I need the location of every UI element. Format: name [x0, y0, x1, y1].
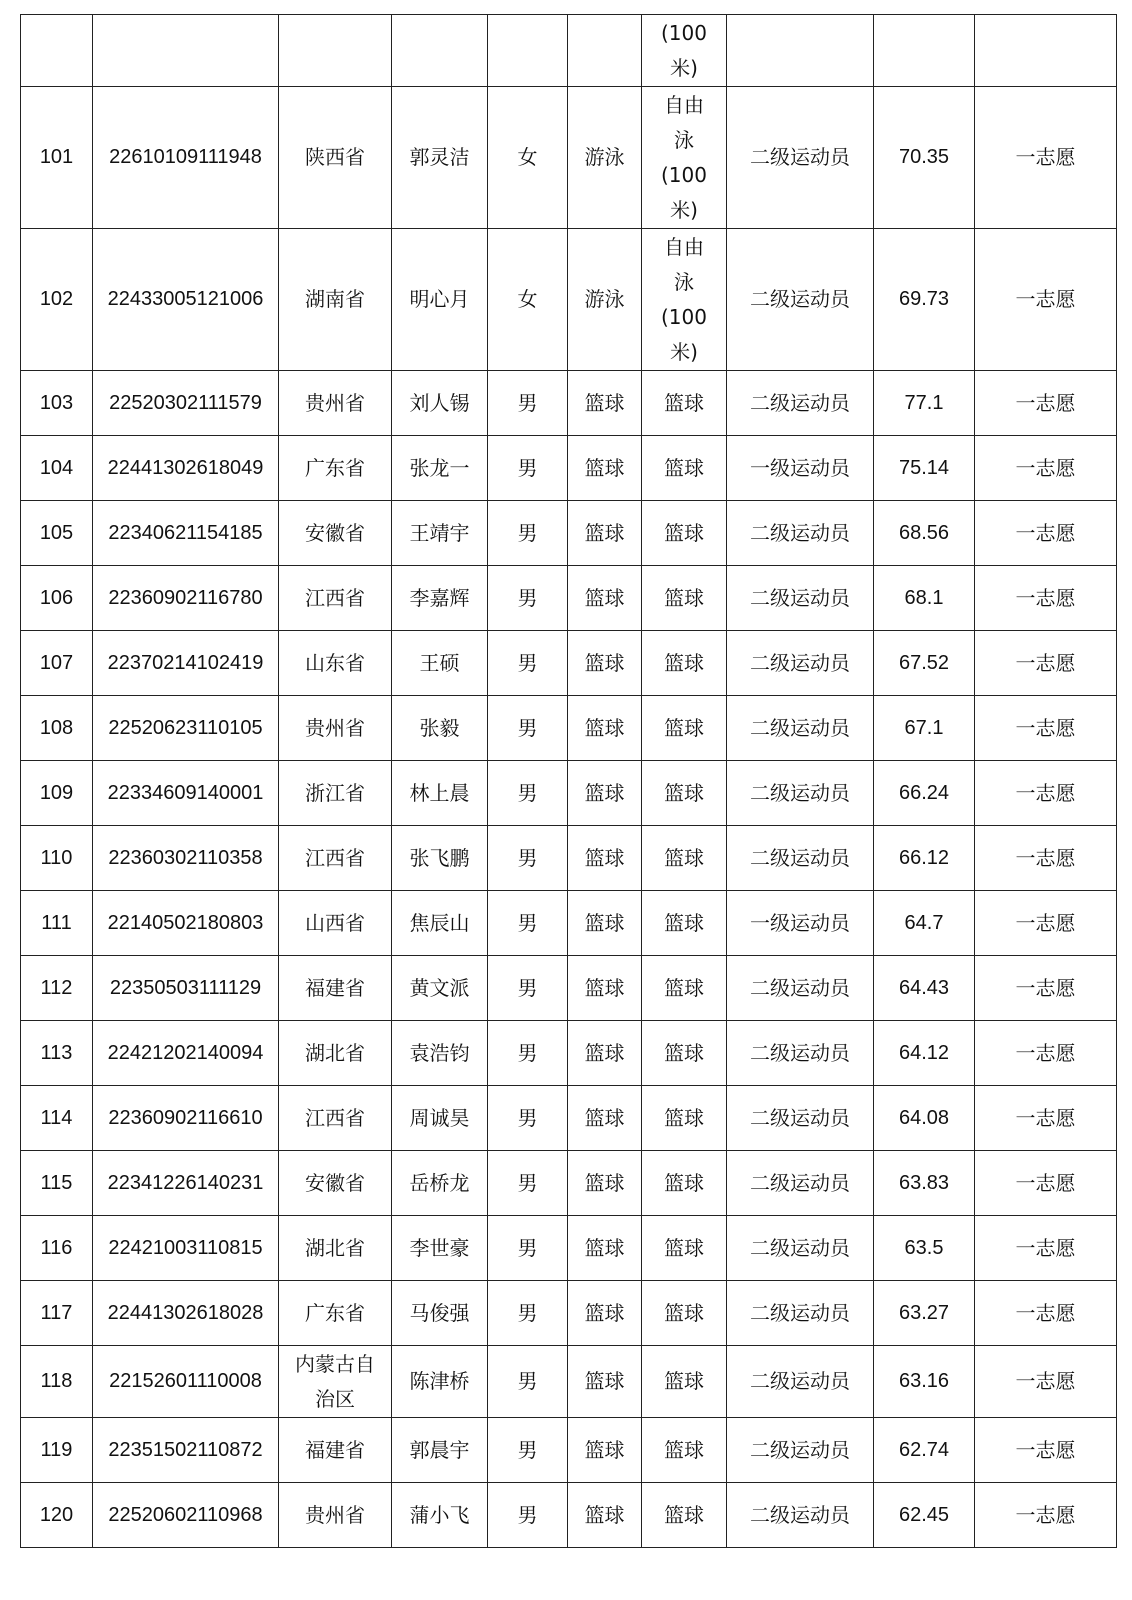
- table-row: [21, 696, 1117, 761]
- event-cell: [642, 229, 727, 371]
- gender-cell: 男: [488, 501, 568, 566]
- choice-cell: 一志愿: [975, 1418, 1117, 1483]
- sport-cell: 篮球: [568, 631, 642, 696]
- level-cell: 二级运动员: [727, 87, 874, 229]
- score-cell: 64.08: [874, 1086, 975, 1151]
- choice-cell: 一志愿: [975, 826, 1117, 891]
- province-cell: 山西省: [279, 891, 392, 956]
- no-cell: 116: [21, 1216, 93, 1281]
- level-cell: 二级运动员: [727, 1346, 874, 1418]
- table-row: [21, 1418, 1117, 1483]
- province-cell: 贵州省: [279, 371, 392, 436]
- name-cell: 刘人锡: [392, 371, 488, 436]
- choice-cell: 一志愿: [975, 891, 1117, 956]
- gender-cell: 男: [488, 826, 568, 891]
- province-cell: [279, 15, 392, 87]
- id-cell: 22520623110105: [93, 696, 279, 761]
- province-cell: 福建省: [279, 956, 392, 1021]
- table-row: [21, 87, 1117, 229]
- sport-cell: 篮球: [568, 501, 642, 566]
- level-cell: 二级运动员: [727, 1216, 874, 1281]
- event-cell: 篮球: [642, 501, 727, 566]
- sport-cell: 篮球: [568, 1483, 642, 1548]
- score-cell: 67.1: [874, 696, 975, 761]
- province-cell-line: 治区: [315, 1386, 355, 1411]
- table-row: [21, 631, 1117, 696]
- no-cell: 106: [21, 566, 93, 631]
- choice-cell: 一志愿: [975, 696, 1117, 761]
- choice-cell: 一志愿: [975, 1281, 1117, 1346]
- province-cell: 江西省: [279, 1086, 392, 1151]
- choice-cell: 一志愿: [975, 761, 1117, 826]
- gender-cell: 男: [488, 566, 568, 631]
- event-cell: 篮球: [642, 566, 727, 631]
- no-cell: 120: [21, 1483, 93, 1548]
- event-cell-line: 米): [670, 197, 698, 222]
- id-cell: 22421202140094: [93, 1021, 279, 1086]
- province-cell: 贵州省: [279, 696, 392, 761]
- sport-cell: 篮球: [568, 1418, 642, 1483]
- province-cell: 安徽省: [279, 1151, 392, 1216]
- id-cell: 22421003110815: [93, 1216, 279, 1281]
- score-cell: 66.12: [874, 826, 975, 891]
- province-cell: 安徽省: [279, 501, 392, 566]
- sport-cell: 篮球: [568, 1021, 642, 1086]
- province-cell: 陕西省: [279, 87, 392, 229]
- name-cell: 黄文派: [392, 956, 488, 1021]
- name-cell: 李世豪: [392, 1216, 488, 1281]
- province-cell: 江西省: [279, 566, 392, 631]
- score-cell: 70.35: [874, 87, 975, 229]
- province-cell: 广东省: [279, 1281, 392, 1346]
- level-cell: 一级运动员: [727, 891, 874, 956]
- table-row: [21, 566, 1117, 631]
- sport-cell: 篮球: [568, 566, 642, 631]
- level-cell: 二级运动员: [727, 1483, 874, 1548]
- sport-cell: 篮球: [568, 1086, 642, 1151]
- event-cell-line: 泳: [674, 269, 694, 294]
- level-cell: 二级运动员: [727, 761, 874, 826]
- sport-cell: 篮球: [568, 1281, 642, 1346]
- table-row: [21, 1281, 1117, 1346]
- event-cell-line: (100: [661, 20, 707, 45]
- sport-cell: 篮球: [568, 371, 642, 436]
- gender-cell: [488, 15, 568, 87]
- level-cell: 二级运动员: [727, 229, 874, 371]
- choice-cell: 一志愿: [975, 1346, 1117, 1418]
- results-table-body: [21, 15, 1117, 1548]
- table-row: [21, 891, 1117, 956]
- gender-cell: 女: [488, 229, 568, 371]
- gender-cell: 男: [488, 761, 568, 826]
- province-cell-line: 内蒙古自: [295, 1351, 375, 1376]
- no-cell: [21, 15, 93, 87]
- no-cell: 112: [21, 956, 93, 1021]
- name-cell: 郭灵洁: [392, 87, 488, 229]
- name-cell: 王硕: [392, 631, 488, 696]
- name-cell: 周诚昊: [392, 1086, 488, 1151]
- no-cell: 101: [21, 87, 93, 229]
- table-row: [21, 1021, 1117, 1086]
- score-cell: 67.52: [874, 631, 975, 696]
- event-cell-line: 自由: [664, 92, 704, 117]
- table-row: [21, 371, 1117, 436]
- choice-cell: 一志愿: [975, 1216, 1117, 1281]
- id-cell: 22341226140231: [93, 1151, 279, 1216]
- no-cell: 119: [21, 1418, 93, 1483]
- no-cell: 107: [21, 631, 93, 696]
- sport-cell: 篮球: [568, 891, 642, 956]
- no-cell: 115: [21, 1151, 93, 1216]
- table-row: [21, 1086, 1117, 1151]
- name-cell: 岳桥龙: [392, 1151, 488, 1216]
- level-cell: 二级运动员: [727, 566, 874, 631]
- table-row: [21, 1151, 1117, 1216]
- gender-cell: 男: [488, 1151, 568, 1216]
- id-cell: 22610109111948: [93, 87, 279, 229]
- no-cell: 110: [21, 826, 93, 891]
- no-cell: 102: [21, 229, 93, 371]
- choice-cell: 一志愿: [975, 436, 1117, 501]
- name-cell: 林上晨: [392, 761, 488, 826]
- id-cell: 22340621154185: [93, 501, 279, 566]
- event-cell: 篮球: [642, 1346, 727, 1418]
- province-cell: 山东省: [279, 631, 392, 696]
- id-cell: 22520302111579: [93, 371, 279, 436]
- event-cell-line: (100: [661, 304, 707, 329]
- no-cell: 108: [21, 696, 93, 761]
- table-row: [21, 826, 1117, 891]
- event-cell-line: (100: [661, 162, 707, 187]
- choice-cell: 一志愿: [975, 87, 1117, 229]
- event-cell-line: 自由: [664, 234, 704, 259]
- name-cell: 明心月: [392, 229, 488, 371]
- level-cell: 二级运动员: [727, 1021, 874, 1086]
- level-cell: 二级运动员: [727, 501, 874, 566]
- table-row-continuation: [21, 15, 1117, 87]
- id-cell: 22520602110968: [93, 1483, 279, 1548]
- choice-cell: 一志愿: [975, 1483, 1117, 1548]
- gender-cell: 男: [488, 631, 568, 696]
- sport-cell: 篮球: [568, 826, 642, 891]
- event-cell: 篮球: [642, 891, 727, 956]
- score-cell: 75.14: [874, 436, 975, 501]
- choice-cell: 一志愿: [975, 1021, 1117, 1086]
- name-cell: 张飞鹏: [392, 826, 488, 891]
- sport-cell: 游泳: [568, 229, 642, 371]
- id-cell: 22433005121006: [93, 229, 279, 371]
- level-cell: 二级运动员: [727, 1418, 874, 1483]
- event-cell-line: 米): [670, 55, 698, 80]
- event-cell: 篮球: [642, 1021, 727, 1086]
- table-row: [21, 1483, 1117, 1548]
- name-cell: 马俊强: [392, 1281, 488, 1346]
- no-cell: 104: [21, 436, 93, 501]
- province-cell: 湖南省: [279, 229, 392, 371]
- score-cell: 62.74: [874, 1418, 975, 1483]
- id-cell: 22351502110872: [93, 1418, 279, 1483]
- event-cell: 篮球: [642, 1216, 727, 1281]
- event-cell: 篮球: [642, 631, 727, 696]
- id-cell: 22350503111129: [93, 956, 279, 1021]
- event-cell: 篮球: [642, 1483, 727, 1548]
- event-cell: 篮球: [642, 436, 727, 501]
- level-cell: 二级运动员: [727, 631, 874, 696]
- choice-cell: 一志愿: [975, 501, 1117, 566]
- name-cell: 陈津桥: [392, 1346, 488, 1418]
- score-cell: 63.5: [874, 1216, 975, 1281]
- event-cell: 篮球: [642, 956, 727, 1021]
- province-cell: 湖北省: [279, 1216, 392, 1281]
- province-cell: 浙江省: [279, 761, 392, 826]
- table-row: [21, 1216, 1117, 1281]
- id-cell: 22360902116780: [93, 566, 279, 631]
- name-cell: 郭晨宇: [392, 1418, 488, 1483]
- id-cell: 22334609140001: [93, 761, 279, 826]
- gender-cell: 男: [488, 371, 568, 436]
- event-cell: 篮球: [642, 1086, 727, 1151]
- table-row: [21, 501, 1117, 566]
- score-cell: 64.12: [874, 1021, 975, 1086]
- province-cell: 江西省: [279, 826, 392, 891]
- table-row: [21, 1346, 1117, 1418]
- score-cell: 63.16: [874, 1346, 975, 1418]
- name-cell: 焦辰山: [392, 891, 488, 956]
- province-cell: [279, 1346, 392, 1418]
- name-cell: 王靖宇: [392, 501, 488, 566]
- level-cell: 二级运动员: [727, 956, 874, 1021]
- name-cell: [392, 15, 488, 87]
- event-cell: 篮球: [642, 371, 727, 436]
- name-cell: 蒲小飞: [392, 1483, 488, 1548]
- id-cell: 22140502180803: [93, 891, 279, 956]
- gender-cell: 男: [488, 1281, 568, 1346]
- name-cell: 张毅: [392, 696, 488, 761]
- choice-cell: [975, 15, 1117, 87]
- choice-cell: 一志愿: [975, 956, 1117, 1021]
- sport-cell: [568, 15, 642, 87]
- gender-cell: 女: [488, 87, 568, 229]
- gender-cell: 男: [488, 436, 568, 501]
- no-cell: 118: [21, 1346, 93, 1418]
- choice-cell: 一志愿: [975, 1086, 1117, 1151]
- table-row: [21, 229, 1117, 371]
- choice-cell: 一志愿: [975, 566, 1117, 631]
- level-cell: 一级运动员: [727, 436, 874, 501]
- results-table-page: [20, 14, 1116, 1548]
- sport-cell: 篮球: [568, 436, 642, 501]
- table-row: [21, 436, 1117, 501]
- province-cell: 湖北省: [279, 1021, 392, 1086]
- score-cell: 64.7: [874, 891, 975, 956]
- province-cell: 广东省: [279, 436, 392, 501]
- name-cell: 张龙一: [392, 436, 488, 501]
- id-cell: 22152601110008: [93, 1346, 279, 1418]
- choice-cell: 一志愿: [975, 631, 1117, 696]
- sport-cell: 篮球: [568, 956, 642, 1021]
- choice-cell: 一志愿: [975, 371, 1117, 436]
- no-cell: 117: [21, 1281, 93, 1346]
- sport-cell: 篮球: [568, 1151, 642, 1216]
- gender-cell: 男: [488, 956, 568, 1021]
- results-table: [20, 14, 1117, 1548]
- gender-cell: 男: [488, 1346, 568, 1418]
- level-cell: 二级运动员: [727, 826, 874, 891]
- score-cell: 63.83: [874, 1151, 975, 1216]
- no-cell: 105: [21, 501, 93, 566]
- score-cell: 62.45: [874, 1483, 975, 1548]
- event-cell: [642, 15, 727, 87]
- score-cell: 66.24: [874, 761, 975, 826]
- id-cell: 22360302110358: [93, 826, 279, 891]
- event-cell-line: 泳: [674, 127, 694, 152]
- event-cell: [642, 87, 727, 229]
- level-cell: 二级运动员: [727, 371, 874, 436]
- sport-cell: 游泳: [568, 87, 642, 229]
- gender-cell: 男: [488, 1086, 568, 1151]
- id-cell: [93, 15, 279, 87]
- gender-cell: 男: [488, 1483, 568, 1548]
- table-row: [21, 956, 1117, 1021]
- score-cell: 77.1: [874, 371, 975, 436]
- gender-cell: 男: [488, 891, 568, 956]
- no-cell: 113: [21, 1021, 93, 1086]
- id-cell: 22441302618028: [93, 1281, 279, 1346]
- level-cell: [727, 15, 874, 87]
- name-cell: 李嘉辉: [392, 566, 488, 631]
- score-cell: [874, 15, 975, 87]
- score-cell: 69.73: [874, 229, 975, 371]
- sport-cell: 篮球: [568, 1216, 642, 1281]
- gender-cell: 男: [488, 696, 568, 761]
- level-cell: 二级运动员: [727, 696, 874, 761]
- event-cell: 篮球: [642, 1151, 727, 1216]
- gender-cell: 男: [488, 1418, 568, 1483]
- choice-cell: 一志愿: [975, 229, 1117, 371]
- id-cell: 22441302618049: [93, 436, 279, 501]
- gender-cell: 男: [488, 1216, 568, 1281]
- choice-cell: 一志愿: [975, 1151, 1117, 1216]
- sport-cell: 篮球: [568, 696, 642, 761]
- no-cell: 114: [21, 1086, 93, 1151]
- score-cell: 63.27: [874, 1281, 975, 1346]
- level-cell: 二级运动员: [727, 1281, 874, 1346]
- no-cell: 111: [21, 891, 93, 956]
- event-cell-line: 米): [670, 339, 698, 364]
- event-cell: 篮球: [642, 761, 727, 826]
- id-cell: 22370214102419: [93, 631, 279, 696]
- province-cell: 福建省: [279, 1418, 392, 1483]
- event-cell: 篮球: [642, 826, 727, 891]
- name-cell: 袁浩钧: [392, 1021, 488, 1086]
- gender-cell: 男: [488, 1021, 568, 1086]
- sport-cell: 篮球: [568, 761, 642, 826]
- no-cell: 103: [21, 371, 93, 436]
- province-cell: 贵州省: [279, 1483, 392, 1548]
- score-cell: 68.56: [874, 501, 975, 566]
- score-cell: 68.1: [874, 566, 975, 631]
- score-cell: 64.43: [874, 956, 975, 1021]
- level-cell: 二级运动员: [727, 1086, 874, 1151]
- sport-cell: 篮球: [568, 1346, 642, 1418]
- id-cell: 22360902116610: [93, 1086, 279, 1151]
- event-cell: 篮球: [642, 1281, 727, 1346]
- event-cell: 篮球: [642, 1418, 727, 1483]
- no-cell: 109: [21, 761, 93, 826]
- event-cell: 篮球: [642, 696, 727, 761]
- level-cell: 二级运动员: [727, 1151, 874, 1216]
- table-row: [21, 761, 1117, 826]
